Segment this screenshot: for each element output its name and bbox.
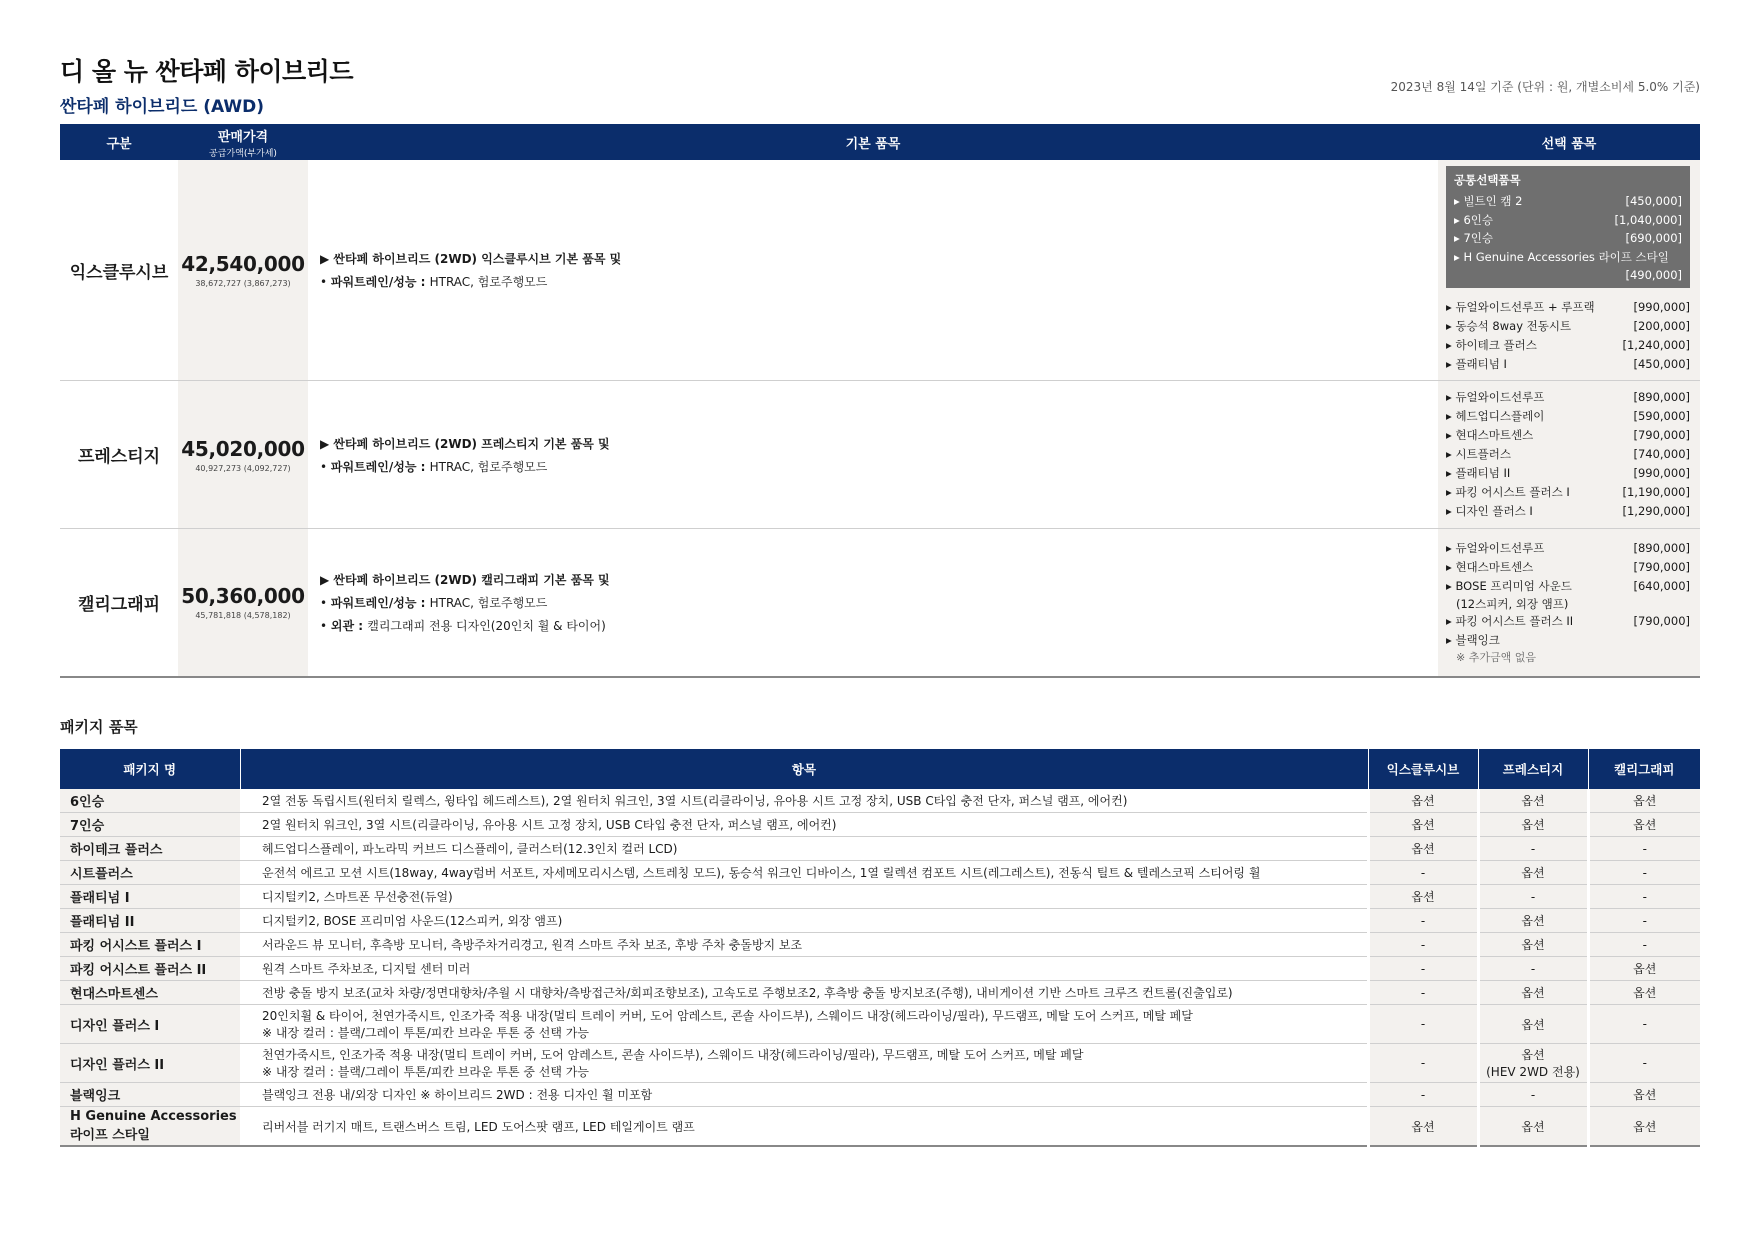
option-items	[1438, 160, 1700, 381]
availability-value: -	[1420, 913, 1426, 928]
package-items	[240, 861, 1368, 885]
package-item-line: 원격 스마트 주차보조, 디지털 센터 미러	[262, 962, 471, 976]
availability-value: -	[1642, 1017, 1647, 1031]
package-item-line: 리버서블 러기지 매트, 트랜스버스 트림, LED 도어스팟 램프, LED 테일게이트 램프	[262, 1119, 695, 1134]
package-availability-ex	[1368, 789, 1478, 813]
option-price: [450,000]	[1625, 194, 1682, 208]
package-item-line: 디지털키2, 스마트폰 무선충전(듀얼)	[262, 890, 453, 904]
package-item-line: 서라운드 뷰 모니터, 후측방 모니터, 측방주차거리경고, 원격 스마트 주차 보조, 후방 주차 충돌방지 보조	[262, 938, 803, 952]
option-name: ▸ 듀얼와이드선루프 + 루프랙	[1446, 298, 1595, 317]
option-item	[1446, 577, 1690, 596]
option-name: ▸ 6인승	[1454, 211, 1493, 230]
price-value: 42,540,000	[181, 252, 305, 276]
price-value: 50,360,000	[181, 584, 305, 609]
trim-name: 캘리그래피	[60, 529, 178, 677]
option-item	[1446, 502, 1690, 521]
basic-value: HTRAC, 험로주행모드	[429, 275, 548, 289]
package-row	[60, 1107, 1700, 1147]
package-row	[60, 981, 1700, 1005]
package-name-text: 플래티넘 II	[70, 915, 135, 930]
option-price: [490,000]	[1625, 268, 1682, 282]
package-name-text: 라이프 스타일	[70, 1128, 150, 1143]
package-name-text: 하이테크 플러스	[70, 843, 163, 858]
package-name-text: 현대스마트센스	[70, 987, 158, 1002]
package-items	[240, 933, 1368, 957]
package-availability-ca	[1588, 981, 1700, 1005]
package-availability-ex	[1368, 837, 1478, 861]
basic-items	[308, 381, 1438, 529]
option-name: ▸ 7인승	[1454, 229, 1493, 248]
package-name-text: 시트플러스	[70, 867, 133, 882]
availability-value: -	[1642, 889, 1647, 904]
option-item	[1446, 407, 1690, 426]
package-items	[240, 957, 1368, 981]
package-name	[60, 1083, 240, 1107]
basic-line	[320, 435, 1438, 452]
package-row	[60, 933, 1700, 957]
availability-value: 옵션	[1521, 866, 1545, 880]
package-name-text: 파킹 어시스트 플러스 II	[70, 963, 207, 978]
package-availability-pr	[1478, 1005, 1588, 1044]
availability-value: -	[1642, 1056, 1647, 1070]
option-name: ▸ BOSE 프리미엄 사운드	[1446, 577, 1572, 596]
availability-value: -	[1420, 1056, 1426, 1070]
option-item	[1454, 229, 1682, 248]
option-price: [1,040,000]	[1614, 212, 1682, 227]
option-name: ▸ 동승석 8way 전동시트	[1446, 317, 1571, 336]
trim-price	[178, 529, 308, 677]
option-name: ▸ 플래티넘 I	[1446, 355, 1507, 374]
pk-col-exclusive: 익스클루시브	[1368, 749, 1478, 789]
option-price: [1,240,000]	[1622, 338, 1690, 352]
option-name: ▸ 현대스마트센스	[1446, 558, 1533, 577]
package-item-line: 천연가죽시트, 인조가죽 적용 내장(멀티 트레이 커버, 도어 암레스트, 콘솔 사이드부), 스웨이드 내장(헤드라이닝/필라), 무드램프, 메탈 도어 스커프, 메탈 페달	[262, 1048, 1084, 1062]
option-price: [790,000]	[1633, 428, 1690, 442]
pk-col-calligraphy: 캘리그래피	[1588, 749, 1700, 789]
package-availability-pr	[1478, 837, 1588, 861]
availability-value: -	[1642, 841, 1647, 856]
option-item	[1446, 464, 1690, 483]
availability-value: 옵션	[1411, 793, 1435, 808]
basic-label: ▶ 싼타페 하이브리드 (2WD) 캘리그래피 기본 품목 및	[320, 572, 610, 587]
availability-value: 옵션	[1633, 986, 1657, 1000]
option-item	[1454, 211, 1682, 230]
package-name	[60, 933, 240, 957]
package-name	[60, 837, 240, 861]
availability-value: 옵션	[1411, 818, 1435, 832]
package-availability-pr	[1478, 933, 1588, 957]
package-availability-ca	[1588, 1107, 1700, 1147]
pk-col-name: 패키지 명	[60, 749, 240, 789]
option-sub: (12스피커, 외장 앰프)	[1456, 596, 1569, 611]
basic-value: HTRAC, 험로주행모드	[429, 595, 548, 610]
package-availability-ca	[1588, 813, 1700, 837]
availability-value: 옵션	[1521, 1017, 1545, 1032]
option-price: [890,000]	[1633, 390, 1690, 404]
option-item	[1446, 483, 1690, 502]
option-price: [640,000]	[1633, 578, 1690, 593]
package-items	[240, 1107, 1368, 1147]
package-name	[60, 1044, 240, 1083]
package-items	[240, 1044, 1368, 1083]
basic-line	[320, 458, 1438, 475]
availability-value: -	[1420, 985, 1426, 1000]
option-name: ▸ 블랙잉크	[1446, 631, 1500, 650]
pk-col-items: 항목	[240, 749, 1368, 789]
availability-value: -	[1642, 913, 1647, 928]
basic-line	[320, 273, 1438, 290]
option-item	[1446, 558, 1690, 577]
availability-value: 옵션	[1521, 818, 1545, 832]
package-name	[60, 957, 240, 981]
package-availability-ca	[1588, 1083, 1700, 1107]
option-item	[1446, 317, 1690, 336]
col-trim: 구분	[60, 124, 178, 160]
col-price: 판매가격 공급가액(부가세)	[178, 124, 308, 160]
package-availability-pr	[1478, 981, 1588, 1005]
package-name-text: H Genuine Accessories	[70, 1109, 237, 1124]
package-name	[60, 885, 240, 909]
availability-value: -	[1642, 937, 1647, 952]
option-item	[1446, 539, 1690, 558]
basic-value: 캘리그래피 전용 디자인(20인치 휠 & 타이어)	[367, 618, 606, 633]
package-name	[60, 861, 240, 885]
availability-value: -	[1642, 865, 1647, 880]
option-name: ▸ H Genuine Accessories 라이프 스타일	[1454, 248, 1669, 267]
availability-value: 옵션	[1411, 890, 1435, 904]
package-items	[240, 885, 1368, 909]
package-row	[60, 861, 1700, 885]
availability-value: 옵션	[1521, 914, 1545, 928]
option-price: [740,000]	[1633, 447, 1690, 461]
package-availability-pr	[1478, 1044, 1588, 1083]
package-name-text: 6인승	[70, 794, 105, 810]
price-supply: 38,672,727 (3,867,273)	[195, 279, 291, 288]
package-items	[240, 813, 1368, 837]
package-availability-ca	[1588, 1005, 1700, 1044]
basic-label: ▶ 싼타페 하이브리드 (2WD) 익스클루시브 기본 품목 및	[320, 252, 622, 266]
availability-value: 옵션	[1411, 1119, 1435, 1134]
option-price: [690,000]	[1625, 231, 1682, 245]
option-item	[1454, 192, 1682, 211]
package-availability-pr	[1478, 789, 1588, 813]
availability-value: 옵션	[1633, 793, 1657, 808]
trim-price	[178, 381, 308, 529]
package-availability-ca	[1588, 957, 1700, 981]
option-item	[1446, 612, 1690, 631]
sheet-header	[60, 52, 1700, 124]
basic-line	[320, 594, 1438, 611]
availability-value: -	[1530, 889, 1536, 904]
availability-value: -	[1420, 1087, 1426, 1102]
basic-label: 외관 :	[330, 618, 368, 633]
availability-value: 옵션	[1521, 986, 1545, 1000]
option-item	[1446, 355, 1690, 374]
package-name-text: 파킹 어시스트 플러스 I	[70, 939, 202, 954]
availability-value: 옵션	[1411, 842, 1435, 856]
package-availability-ex	[1368, 933, 1478, 957]
package-items	[240, 1005, 1368, 1044]
package-row	[60, 1005, 1700, 1044]
option-item	[1454, 248, 1682, 267]
package-row	[60, 909, 1700, 933]
package-row	[60, 789, 1700, 813]
package-availability-ex	[1368, 1083, 1478, 1107]
package-availability-ex	[1368, 981, 1478, 1005]
package-item-line: ※ 내장 컬러 : 블랙/그레이 투톤/피칸 브라운 투톤 중 선택 가능	[262, 1026, 589, 1040]
option-item	[1446, 426, 1690, 445]
option-items	[1438, 529, 1700, 677]
bullet: •	[320, 459, 331, 474]
package-availability-ex	[1368, 957, 1478, 981]
package-item-line: 전방 충돌 방지 보조(교차 차량/정면대향차/추월 시 대향차/측방접근차/회피조향보조), 고속도로 주행보조2, 후측방 충돌 방지보조(주행), 내비게이션 기반 스마트 크루즈 컨트롤(진출입로)	[262, 986, 1233, 1000]
option-note: ※ 추가금액 없음	[1456, 650, 1536, 664]
pk-col-prestige: 프레스티지	[1478, 749, 1588, 789]
price-supply: 40,927,273 (4,092,727)	[195, 463, 291, 473]
package-items	[240, 837, 1368, 861]
option-item	[1446, 388, 1690, 407]
trim-row	[60, 529, 1700, 677]
basic-line	[320, 617, 1438, 634]
package-availability-pr	[1478, 957, 1588, 981]
package-row	[60, 1083, 1700, 1107]
package-name	[60, 909, 240, 933]
option-price: [590,000]	[1633, 409, 1690, 423]
option-item	[1446, 631, 1690, 650]
col-option: 선택 품목	[1438, 124, 1700, 160]
package-row	[60, 957, 1700, 981]
package-availability-pr	[1478, 813, 1588, 837]
package-availability-ex	[1368, 1107, 1478, 1147]
option-price: [990,000]	[1633, 300, 1690, 314]
package-availability-ex	[1368, 909, 1478, 933]
trim-row	[60, 160, 1700, 381]
basic-label: ▶ 싼타페 하이브리드 (2WD) 프레스티지 기본 품목 및	[320, 436, 610, 451]
availability-value: 옵션	[1521, 793, 1545, 808]
page-title: 디 올 뉴 싼타페 하이브리드	[60, 57, 353, 86]
package-row	[60, 885, 1700, 909]
package-availability-ex	[1368, 1044, 1478, 1083]
option-price: [790,000]	[1633, 613, 1690, 628]
bullet: •	[320, 275, 331, 289]
package-item-line: ※ 내장 컬러 : 블랙/그레이 투톤/피칸 브라운 투톤 중 선택 가능	[262, 1065, 589, 1079]
package-availability-ca	[1588, 933, 1700, 957]
option-name: ▸ 하이테크 플러스	[1446, 336, 1537, 355]
package-availability-pr	[1478, 909, 1588, 933]
basic-label: 파워트레인/성능 :	[330, 275, 430, 289]
package-availability-pr	[1478, 1107, 1588, 1147]
package-row	[60, 813, 1700, 837]
package-item-line: 헤드업디스플레이, 파노라믹 커브드 디스플레이, 클러스터(12.3인치 컬러 LCD)	[262, 842, 678, 856]
trim-row	[60, 381, 1700, 529]
common-options	[1446, 166, 1690, 288]
option-items	[1438, 381, 1700, 529]
availability-value: 옵션	[1633, 962, 1657, 976]
package-item-line: 20인치휠 & 타이어, 천연가죽시트, 인조가죽 적용 내장(멀티 트레이 커버, 도어 암레스트, 콘솔 사이드부), 스웨이드 내장(헤드라이닝/필라), 무드램프, 메탈 도어 스커프, 메탈 페달	[262, 1009, 1193, 1023]
option-price: [890,000]	[1633, 540, 1690, 555]
package-item-line: 운전석 에르고 모션 시트(18way, 4way럼버 서포트, 자세메모리시스템, 스트레칭 모드), 동승석 워크인 디바이스, 1열 릴렉션 컴포트 시트(레그레스트), 전동식 틸트 & 텔레스코픽 스티어링 휠	[262, 866, 1261, 880]
package-name-text: 플래티넘 I	[70, 891, 130, 906]
option-name: ▸ 시트플러스	[1446, 445, 1511, 464]
option-item	[1446, 336, 1690, 355]
basic-value: HTRAC, 험로주행모드	[429, 459, 548, 474]
availability-value: 옵션	[1633, 1119, 1657, 1134]
page-subtitle: 싼타페 하이브리드 (AWD)	[60, 97, 265, 117]
package-availability-ex	[1368, 885, 1478, 909]
option-item	[1446, 445, 1690, 464]
availability-note: (HEV 2WD 전용)	[1486, 1065, 1580, 1079]
package-name-text: 7인승	[70, 819, 105, 834]
package-availability-pr	[1478, 1083, 1588, 1107]
availability-value: -	[1420, 1017, 1426, 1031]
price-supply: 45,781,818 (4,578,182)	[195, 611, 291, 621]
availability-value: -	[1530, 1087, 1536, 1102]
package-table	[60, 749, 1700, 1148]
availability-value: -	[1530, 841, 1536, 856]
package-availability-ca	[1588, 837, 1700, 861]
availability-value: -	[1420, 937, 1426, 952]
availability-value: 옵션	[1521, 1048, 1545, 1062]
trim-name: 익스클루시브	[60, 160, 178, 381]
option-name: ▸ 듀얼와이드선루프	[1446, 388, 1544, 407]
basic-label: 파워트레인/성능 :	[330, 595, 430, 610]
package-name	[60, 981, 240, 1005]
price-value: 45,020,000	[181, 436, 305, 461]
package-item-line: 2열 전동 독립시트(원터치 릴렉스, 윙타입 헤드레스트), 2열 원터치 워크인, 3열 시트(리클라이닝, 유아용 시트 고정 장치, USB C타입 충전 단자, 퍼스널 램프, 에어컨)	[262, 793, 1128, 808]
availability-value: 옵션	[1521, 938, 1545, 952]
option-name: ▸ 플래티넘 II	[1446, 464, 1510, 483]
package-item-line: 2열 원터치 워크인, 3열 시트(리클라이닝, 유아용 시트 고정 장치, USB C타입 충전 단자, 퍼스널 램프, 에어컨)	[262, 818, 837, 832]
package-items	[240, 789, 1368, 813]
option-price: [450,000]	[1633, 357, 1690, 371]
package-items	[240, 981, 1368, 1005]
option-price: [990,000]	[1633, 466, 1690, 480]
package-name	[60, 813, 240, 837]
basic-label: 파워트레인/성능 :	[330, 459, 430, 474]
price-sheet	[60, 52, 1700, 1147]
package-name	[60, 789, 240, 813]
col-basic: 기본 품목	[308, 124, 1438, 160]
price-table	[60, 124, 1700, 678]
package-availability-ca	[1588, 789, 1700, 813]
date-note: 2023년 8월 14일 기준 (단위 : 원, 개별소비세 5.0% 기준)	[1390, 80, 1700, 94]
availability-value: -	[1420, 865, 1426, 880]
option-name: ▸ 빌트인 캠 2	[1454, 192, 1523, 211]
package-name-text: 블랙잉크	[70, 1089, 121, 1104]
package-row	[60, 837, 1700, 861]
availability-value: 옵션	[1633, 818, 1657, 832]
package-item-line: 디지털키2, BOSE 프리미엄 사운드(12스피커, 외장 앰프)	[262, 914, 563, 928]
package-availability-ca	[1588, 885, 1700, 909]
option-name: ▸ 현대스마트센스	[1446, 426, 1533, 445]
package-availability-pr	[1478, 861, 1588, 885]
option-price: [1,290,000]	[1622, 504, 1690, 518]
option-price: [200,000]	[1633, 319, 1690, 333]
package-availability-ca	[1588, 1044, 1700, 1083]
package-name	[60, 1107, 240, 1147]
option-price: [790,000]	[1633, 559, 1690, 574]
option-name: ▸ 파킹 어시스트 플러스 II	[1446, 612, 1573, 631]
package-item-line: 블랙잉크 전용 내/외장 디자인 ※ 하이브리드 2WD : 전용 디자인 휠 미포함	[262, 1088, 653, 1102]
trim-name: 프레스티지	[60, 381, 178, 529]
package-availability-ca	[1588, 909, 1700, 933]
option-price: [1,190,000]	[1622, 485, 1690, 499]
package-name-text: 디자인 플러스 II	[70, 1057, 165, 1073]
option-item	[1446, 298, 1690, 317]
bullet: •	[320, 595, 331, 610]
option-name: ▸ 파킹 어시스트 플러스 I	[1446, 483, 1570, 502]
option-name: ▸ 듀얼와이드선루프	[1446, 539, 1544, 558]
basic-line	[320, 250, 1438, 267]
availability-value: -	[1420, 961, 1426, 976]
common-options-title: 공통선택품목	[1454, 173, 1521, 187]
package-name	[60, 1005, 240, 1044]
package-availability-pr	[1478, 885, 1588, 909]
option-name: ▸ 디자인 플러스 I	[1446, 502, 1533, 521]
package-section-title: 패키지 품목	[60, 717, 138, 736]
option-name: ▸ 헤드업디스플레이	[1446, 407, 1544, 426]
bullet: •	[320, 618, 331, 633]
package-items	[240, 1083, 1368, 1107]
package-availability-ex	[1368, 813, 1478, 837]
package-name-text: 디자인 플러스 I	[70, 1018, 160, 1034]
basic-line	[320, 571, 1438, 588]
package-availability-ex	[1368, 1005, 1478, 1044]
availability-value: 옵션	[1633, 1088, 1657, 1102]
availability-value: 옵션	[1521, 1119, 1545, 1134]
basic-items	[308, 160, 1438, 381]
package-availability-ca	[1588, 861, 1700, 885]
availability-value: -	[1530, 961, 1536, 976]
basic-items	[308, 529, 1438, 677]
trim-price	[178, 160, 308, 381]
package-availability-ex	[1368, 861, 1478, 885]
package-items	[240, 909, 1368, 933]
package-row	[60, 1044, 1700, 1083]
